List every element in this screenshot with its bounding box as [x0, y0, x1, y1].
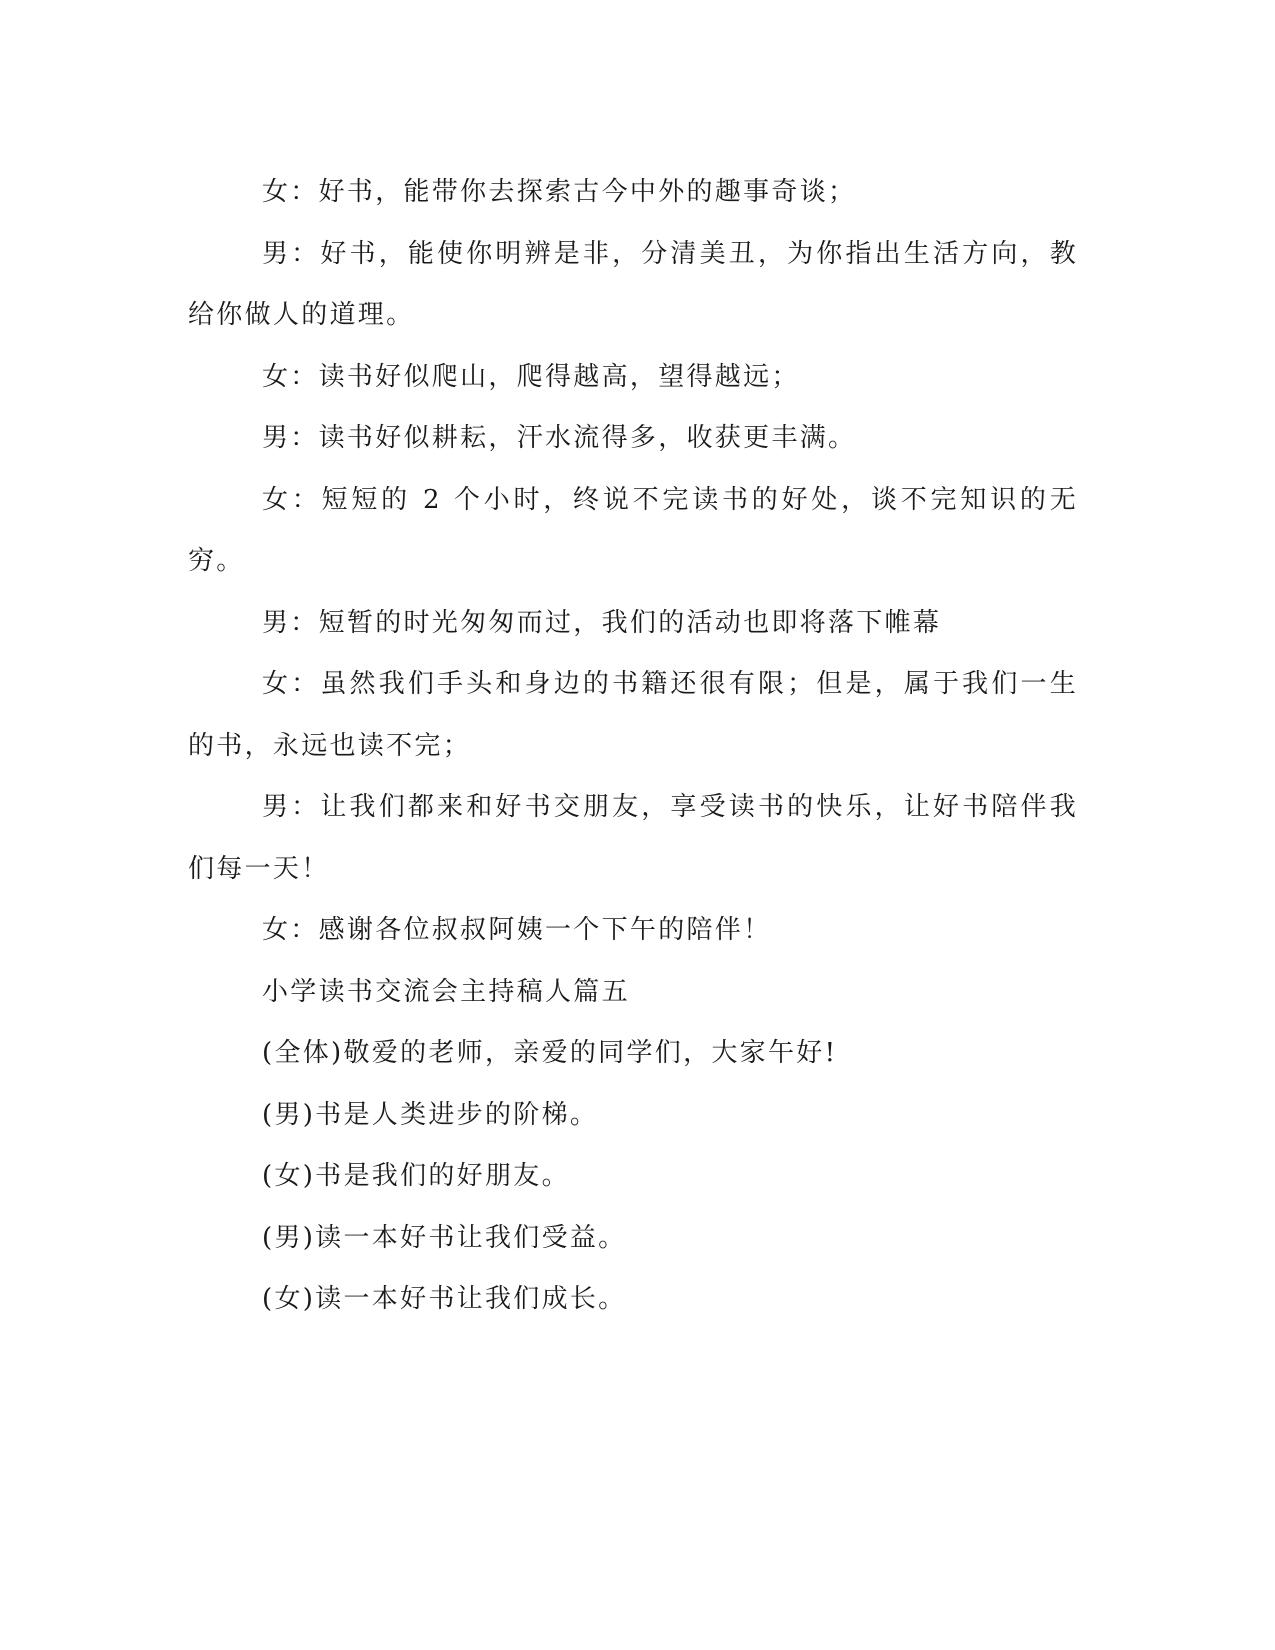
- paragraph: (男)书是人类进步的阶梯。: [262, 1099, 599, 1130]
- paragraph: 女：读书好似爬山，爬得越高，望得越远；: [262, 361, 800, 392]
- paragraph: (女)读一本好书让我们成长。: [262, 1284, 627, 1314]
- paragraph: 女：感谢各位叔叔阿姨一个下午的陪伴！: [262, 915, 772, 945]
- section-heading: 小学读书交流会主持稿人篇五: [262, 976, 630, 1007]
- paragraph: 男：好书，能使你明辨是非，分清美丑，为你指出生活方向，教给你做人的道理。: [188, 238, 1078, 330]
- paragraph: 女：虽然我们手头和身边的书籍还很有限；但是，属于我们一生的书，永远也读不完；: [188, 669, 1078, 761]
- paragraph: 男：让我们都来和好书交朋友，享受读书的快乐，让好书陪伴我们每一天！: [188, 792, 1078, 884]
- document-body: [188, 162, 1078, 1331]
- paragraph: (女)书是我们的好朋友。: [262, 1161, 570, 1191]
- paragraph: 男：短暂的时光匆匆而过，我们的活动也即将落下帷幕: [262, 607, 942, 638]
- paragraph: 男：读书好似耕耘，汗水流得多，收获更丰满。: [262, 423, 857, 453]
- paragraph: (全体)敬爱的老师，亲爱的同学们，大家午好!: [262, 1038, 838, 1068]
- paragraph: 女：好书，能带你去探索古今中外的趣事奇谈；: [262, 177, 857, 207]
- paragraph: 女：短短的 2 个小时，终说不完读书的好处，谈不完知识的无穷。: [188, 484, 1078, 576]
- paragraph: (男)读一本好书让我们受益。: [262, 1222, 627, 1253]
